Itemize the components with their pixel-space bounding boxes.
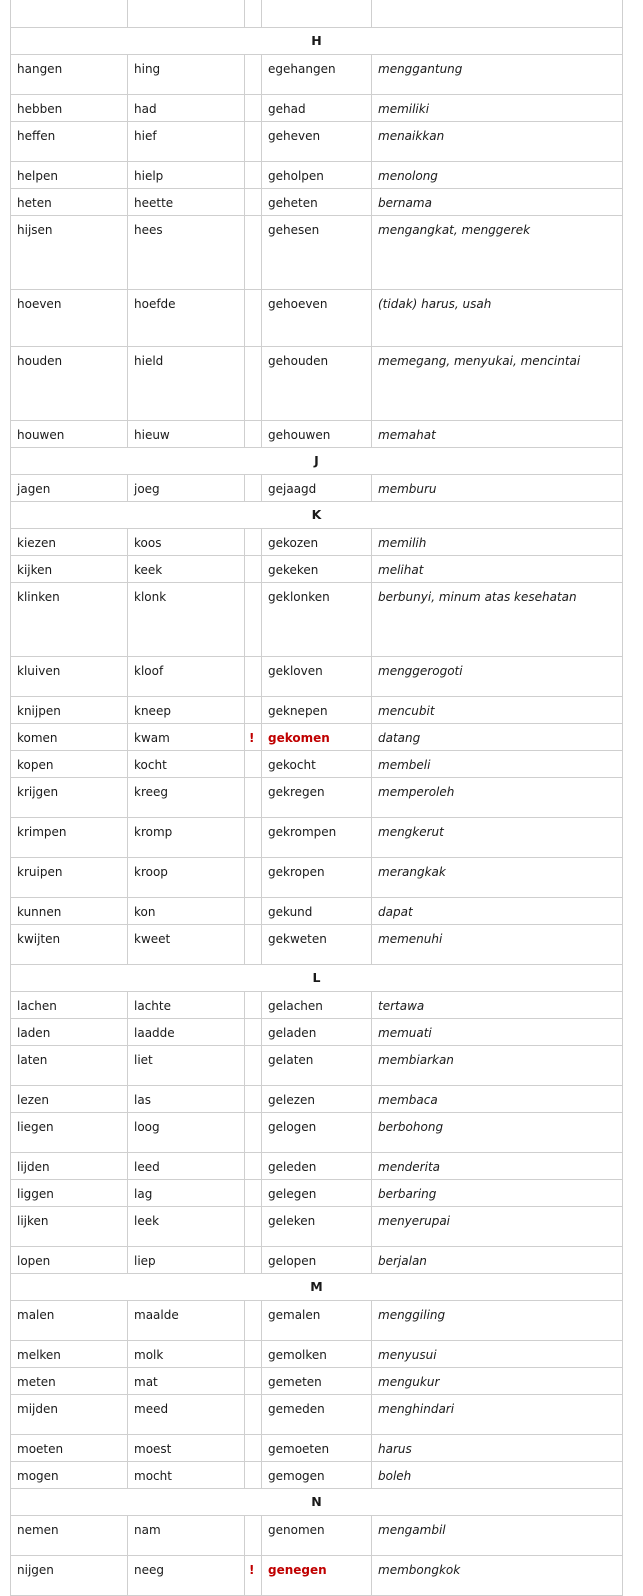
meaning-cell: memiliki: [372, 95, 623, 122]
irregular-mark: [245, 475, 262, 502]
past-tense-cell: hieuw: [128, 421, 245, 448]
table-row: [11, 583, 623, 657]
past-participle-cell: gemolken: [262, 1341, 372, 1368]
past-participle-cell: geholpen: [262, 162, 372, 189]
past-participle-cell: genegen: [262, 1556, 372, 1596]
past-participle-cell: gehouden: [262, 347, 372, 421]
irregular-mark: [245, 216, 262, 290]
past-participle-cell: gekregen: [262, 778, 372, 818]
meaning-cell: memburu: [372, 475, 623, 502]
table-row: [11, 529, 623, 556]
table-row: [11, 1556, 623, 1596]
col-meaning-cell: [372, 0, 623, 28]
irregular-mark: [245, 55, 262, 95]
meaning-cell: mengukur: [372, 1368, 623, 1395]
past-tense-cell: loog: [128, 1113, 245, 1153]
irregular-mark: [245, 162, 262, 189]
table-row: [11, 1341, 623, 1368]
irregular-mark: [245, 347, 262, 421]
infinitive-cell: kijken: [11, 556, 128, 583]
past-participle-cell: geheten: [262, 189, 372, 216]
meaning-cell: mengangkat, menggerek: [372, 216, 623, 290]
section-letter-row: [11, 28, 623, 55]
section-letter-row: [11, 502, 623, 529]
infinitive-cell: liegen: [11, 1113, 128, 1153]
section-letter: H: [11, 28, 623, 55]
infinitive-cell: kwijten: [11, 925, 128, 965]
meaning-cell: membaca: [372, 1086, 623, 1113]
irregular-mark: [245, 290, 262, 347]
past-tense-cell: kromp: [128, 818, 245, 858]
meaning-cell: merangkak: [372, 858, 623, 898]
past-participle-cell: gekloven: [262, 657, 372, 697]
past-participle-cell: geknepen: [262, 697, 372, 724]
past-tense-cell: kon: [128, 898, 245, 925]
table-row: [11, 122, 623, 162]
irregular-mark: [245, 189, 262, 216]
past-participle-cell: gelachen: [262, 992, 372, 1019]
past-tense-cell: joeg: [128, 475, 245, 502]
past-tense-cell: klonk: [128, 583, 245, 657]
table-row: [11, 858, 623, 898]
infinitive-cell: laten: [11, 1046, 128, 1086]
table-row: [11, 55, 623, 95]
table-row: [11, 556, 623, 583]
past-participle-cell: gemeden: [262, 1395, 372, 1435]
irregular-mark: [245, 697, 262, 724]
meaning-cell: memenuhi: [372, 925, 623, 965]
past-participle-cell: gelegen: [262, 1180, 372, 1207]
infinitive-cell: houwen: [11, 421, 128, 448]
table-row: [11, 1516, 623, 1556]
meaning-cell: memilih: [372, 529, 623, 556]
past-participle-cell: geleden: [262, 1153, 372, 1180]
meaning-cell: mengkerut: [372, 818, 623, 858]
past-tense-cell: liet: [128, 1046, 245, 1086]
irregular-mark: [245, 1207, 262, 1247]
past-participle-cell: gelezen: [262, 1086, 372, 1113]
past-participle-cell: gekeken: [262, 556, 372, 583]
past-tense-cell: nam: [128, 1516, 245, 1556]
table-row: [11, 751, 623, 778]
meaning-cell: menolong: [372, 162, 623, 189]
infinitive-cell: lijden: [11, 1153, 128, 1180]
infinitive-cell: kiezen: [11, 529, 128, 556]
past-tense-cell: lachte: [128, 992, 245, 1019]
past-tense-cell: leed: [128, 1153, 245, 1180]
meaning-cell: harus: [372, 1435, 623, 1462]
infinitive-cell: mogen: [11, 1462, 128, 1489]
past-tense-cell: hief: [128, 122, 245, 162]
past-participle-cell: gekrompen: [262, 818, 372, 858]
past-participle-cell: genomen: [262, 1516, 372, 1556]
irregular-mark: !: [245, 724, 262, 751]
past-participle-cell: geheven: [262, 122, 372, 162]
table-row: [11, 992, 623, 1019]
table-row: [11, 1301, 623, 1341]
past-participle-cell: geladen: [262, 1019, 372, 1046]
irregular-mark: [245, 1046, 262, 1086]
section-letter: L: [11, 965, 623, 992]
past-tense-cell: kneep: [128, 697, 245, 724]
table-row: [11, 925, 623, 965]
irregular-mark: [245, 778, 262, 818]
table-row: [11, 189, 623, 216]
infinitive-cell: lijken: [11, 1207, 128, 1247]
past-tense-cell: kwam: [128, 724, 245, 751]
verb-table-body: [11, 0, 623, 1596]
meaning-cell: memegang, menyukai, mencintai: [372, 347, 623, 421]
col-participle-cell: [262, 0, 372, 28]
past-tense-cell: neeg: [128, 1556, 245, 1596]
past-tense-cell: had: [128, 95, 245, 122]
table-row: [11, 1395, 623, 1435]
infinitive-cell: laden: [11, 1019, 128, 1046]
past-participle-cell: geleken: [262, 1207, 372, 1247]
infinitive-cell: moeten: [11, 1435, 128, 1462]
infinitive-cell: knijpen: [11, 697, 128, 724]
table-row: [11, 1207, 623, 1247]
irregular-mark: [245, 898, 262, 925]
irregular-mark: [245, 1086, 262, 1113]
irregular-mark: [245, 421, 262, 448]
irregular-mark: !: [245, 1556, 262, 1596]
irregular-mark: [245, 1368, 262, 1395]
past-tense-cell: maalde: [128, 1301, 245, 1341]
table-row: [11, 0, 623, 28]
section-letter: K: [11, 502, 623, 529]
meaning-cell: dapat: [372, 898, 623, 925]
irregular-mark: [245, 1113, 262, 1153]
meaning-cell: mengambil: [372, 1516, 623, 1556]
past-participle-cell: gekomen: [262, 724, 372, 751]
col-mark-cell: [245, 0, 262, 28]
infinitive-cell: nijgen: [11, 1556, 128, 1596]
irregular-mark: [245, 1019, 262, 1046]
irregular-mark: [245, 95, 262, 122]
meaning-cell: (tidak) harus, usah: [372, 290, 623, 347]
meaning-cell: bernama: [372, 189, 623, 216]
section-letter-row: [11, 1489, 623, 1516]
table-row: [11, 724, 623, 751]
meaning-cell: berjalan: [372, 1247, 623, 1274]
past-tense-cell: mocht: [128, 1462, 245, 1489]
table-row: [11, 1462, 623, 1489]
infinitive-cell: lachen: [11, 992, 128, 1019]
irregular-mark: [245, 1180, 262, 1207]
meaning-cell: memuati: [372, 1019, 623, 1046]
irregular-mark: [245, 1516, 262, 1556]
past-tense-cell: kocht: [128, 751, 245, 778]
past-tense-cell: koos: [128, 529, 245, 556]
past-tense-cell: mat: [128, 1368, 245, 1395]
infinitive-cell: krijgen: [11, 778, 128, 818]
past-tense-cell: liep: [128, 1247, 245, 1274]
table-row: [11, 347, 623, 421]
past-participle-cell: gehad: [262, 95, 372, 122]
meaning-cell: membongkok: [372, 1556, 623, 1596]
past-participle-cell: gemoeten: [262, 1435, 372, 1462]
past-tense-cell: moest: [128, 1435, 245, 1462]
infinitive-cell: kruipen: [11, 858, 128, 898]
infinitive-cell: kunnen: [11, 898, 128, 925]
col-past-cell: [128, 0, 245, 28]
past-tense-cell: kroop: [128, 858, 245, 898]
irregular-mark: [245, 1301, 262, 1341]
meaning-cell: boleh: [372, 1462, 623, 1489]
irregular-mark: [245, 556, 262, 583]
table-row: [11, 1086, 623, 1113]
table-row: [11, 475, 623, 502]
meaning-cell: menggiling: [372, 1301, 623, 1341]
infinitive-cell: liggen: [11, 1180, 128, 1207]
past-tense-cell: kweet: [128, 925, 245, 965]
past-participle-cell: gelogen: [262, 1113, 372, 1153]
past-tense-cell: hees: [128, 216, 245, 290]
past-participle-cell: gelaten: [262, 1046, 372, 1086]
past-tense-cell: molk: [128, 1341, 245, 1368]
table-row: [11, 95, 623, 122]
table-row: [11, 1247, 623, 1274]
past-participle-cell: gehoeven: [262, 290, 372, 347]
past-participle-cell: gekocht: [262, 751, 372, 778]
infinitive-cell: hangen: [11, 55, 128, 95]
irregular-mark: [245, 1462, 262, 1489]
past-tense-cell: meed: [128, 1395, 245, 1435]
past-participle-cell: gekropen: [262, 858, 372, 898]
past-tense-cell: hing: [128, 55, 245, 95]
meaning-cell: memahat: [372, 421, 623, 448]
meaning-cell: membiarkan: [372, 1046, 623, 1086]
past-participle-cell: gelopen: [262, 1247, 372, 1274]
table-row: [11, 898, 623, 925]
past-participle-cell: gekozen: [262, 529, 372, 556]
past-participle-cell: gemeten: [262, 1368, 372, 1395]
infinitive-cell: lezen: [11, 1086, 128, 1113]
meaning-cell: menggantung: [372, 55, 623, 95]
meaning-cell: berbohong: [372, 1113, 623, 1153]
past-tense-cell: las: [128, 1086, 245, 1113]
irregular-mark: [245, 818, 262, 858]
table-row: [11, 421, 623, 448]
past-participle-cell: geklonken: [262, 583, 372, 657]
table-row: [11, 216, 623, 290]
infinitive-cell: heffen: [11, 122, 128, 162]
infinitive-cell: helpen: [11, 162, 128, 189]
meaning-cell: memperoleh: [372, 778, 623, 818]
irregular-mark: [245, 925, 262, 965]
past-tense-cell: leek: [128, 1207, 245, 1247]
table-row: [11, 1435, 623, 1462]
irregular-mark: [245, 1153, 262, 1180]
infinitive-cell: hoeven: [11, 290, 128, 347]
infinitive-cell: kopen: [11, 751, 128, 778]
past-tense-cell: keek: [128, 556, 245, 583]
table-row: [11, 162, 623, 189]
infinitive-cell: heten: [11, 189, 128, 216]
irregular-mark: [245, 1341, 262, 1368]
infinitive-cell: hijsen: [11, 216, 128, 290]
irregular-mark: [245, 657, 262, 697]
irregular-mark: [245, 1395, 262, 1435]
meaning-cell: menyerupai: [372, 1207, 623, 1247]
irregular-mark: [245, 583, 262, 657]
past-tense-cell: hield: [128, 347, 245, 421]
past-participle-cell: gehesen: [262, 216, 372, 290]
meaning-cell: menghindari: [372, 1395, 623, 1435]
section-letter: J: [11, 448, 623, 475]
table-row: [11, 1113, 623, 1153]
past-participle-cell: gemalen: [262, 1301, 372, 1341]
table-row: [11, 1046, 623, 1086]
past-tense-cell: laadde: [128, 1019, 245, 1046]
meaning-cell: menyusui: [372, 1341, 623, 1368]
infinitive-cell: lopen: [11, 1247, 128, 1274]
past-participle-cell: gemogen: [262, 1462, 372, 1489]
meaning-cell: berbunyi, minum atas kesehatan: [372, 583, 623, 657]
irregular-mark: [245, 1435, 262, 1462]
past-participle-cell: gehouwen: [262, 421, 372, 448]
past-participle-cell: gejaagd: [262, 475, 372, 502]
meaning-cell: datang: [372, 724, 623, 751]
infinitive-cell: nemen: [11, 1516, 128, 1556]
meaning-cell: menaikkan: [372, 122, 623, 162]
infinitive-cell: klinken: [11, 583, 128, 657]
irregular-mark: [245, 529, 262, 556]
meaning-cell: melihat: [372, 556, 623, 583]
meaning-cell: menggerogoti: [372, 657, 623, 697]
past-participle-cell: gekweten: [262, 925, 372, 965]
irregular-mark: [245, 858, 262, 898]
infinitive-cell: mijden: [11, 1395, 128, 1435]
infinitive-cell: krimpen: [11, 818, 128, 858]
meaning-cell: berbaring: [372, 1180, 623, 1207]
table-row: [11, 697, 623, 724]
section-letter-row: [11, 1274, 623, 1301]
infinitive-cell: komen: [11, 724, 128, 751]
irregular-mark: [245, 1247, 262, 1274]
table-row: [11, 1180, 623, 1207]
past-tense-cell: heette: [128, 189, 245, 216]
table-row: [11, 818, 623, 858]
table-row: [11, 1368, 623, 1395]
infinitive-cell: kluiven: [11, 657, 128, 697]
past-tense-cell: kloof: [128, 657, 245, 697]
infinitive-cell: meten: [11, 1368, 128, 1395]
table-row: [11, 778, 623, 818]
irregular-mark: [245, 122, 262, 162]
meaning-cell: mencubit: [372, 697, 623, 724]
past-participle-cell: egehangen: [262, 55, 372, 95]
table-row: [11, 1153, 623, 1180]
past-participle-cell: gekund: [262, 898, 372, 925]
section-letter-row: [11, 448, 623, 475]
section-letter: M: [11, 1274, 623, 1301]
past-tense-cell: hoefde: [128, 290, 245, 347]
meaning-cell: membeli: [372, 751, 623, 778]
table-row: [11, 657, 623, 697]
section-letter: N: [11, 1489, 623, 1516]
meaning-cell: menderita: [372, 1153, 623, 1180]
verb-table: [10, 0, 623, 1596]
past-tense-cell: kreeg: [128, 778, 245, 818]
table-row: [11, 1019, 623, 1046]
col-infinitive-cell: [11, 0, 128, 28]
infinitive-cell: malen: [11, 1301, 128, 1341]
irregular-mark: [245, 992, 262, 1019]
infinitive-cell: jagen: [11, 475, 128, 502]
infinitive-cell: hebben: [11, 95, 128, 122]
infinitive-cell: houden: [11, 347, 128, 421]
section-letter-row: [11, 965, 623, 992]
meaning-cell: tertawa: [372, 992, 623, 1019]
irregular-mark: [245, 751, 262, 778]
past-tense-cell: lag: [128, 1180, 245, 1207]
infinitive-cell: melken: [11, 1341, 128, 1368]
past-tense-cell: hielp: [128, 162, 245, 189]
table-row: [11, 290, 623, 347]
